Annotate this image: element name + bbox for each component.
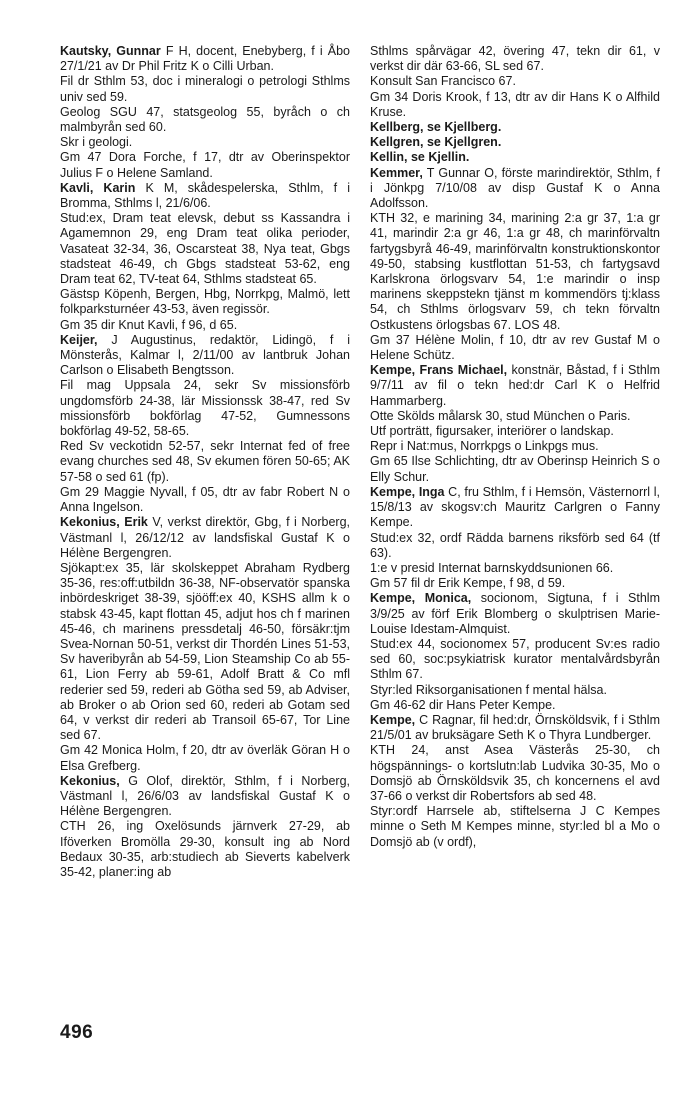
entry-text: Geolog SGU 47, statsgeolog 55, byråch o ch malmbyrån sed 60. bbox=[60, 104, 350, 135]
biography-paragraph bbox=[370, 637, 660, 683]
entry-text: F H, docent, Enebyberg, f i Åbo 27/1/21 av Dr Phil Fritz K o Cilli Urban. bbox=[60, 44, 350, 74]
entry-text: KTH 32, e marining 34, marining 2:a gr 37, 1:a gr 41, marindir 2:a gr 46, 1:a gr 48, ch marinförvaltn fartygsbyrå 46-49, marinförvaltn konstruktionskontor 49-50, stabsing kustflottan 51-53, ch fartygsavd Karlskrona örlogsvarv 54, 1:e marindir o insp marinens skeppstekn tjänst m kommendörs tj:klass 54, ch Sthlms örlogsvarv 59, ch tekn förvaltn Ostkustens örlogsbas 67. LOS 48. bbox=[370, 211, 660, 332]
entry-text: Gm 46-62 dir Hans Peter Kempe. bbox=[370, 697, 556, 712]
entry-name: Kempe, Monica, bbox=[370, 591, 472, 606]
entry-text: Gm 65 Ilse Schlichting, dtr av Oberinsp Heinrich S o Elly Schur. bbox=[370, 454, 660, 484]
biography-entry-start bbox=[370, 485, 660, 531]
biography-paragraph bbox=[60, 135, 350, 150]
biography-paragraph bbox=[60, 74, 350, 104]
biography-paragraph bbox=[60, 211, 350, 287]
biography-entry-start bbox=[370, 591, 660, 637]
entry-name: Keijer, bbox=[60, 332, 98, 347]
biography-entry-start bbox=[60, 181, 350, 211]
entry-text: Stud:ex, Dram teat elevsk, debut ss Kassandra i Agamemnon 29, eng Dram teat olika perioder, Vasateat 32-34, 36, Oscarsteat 38, Nya teat, Gbgs stadsteat 46-49, ch Gbgs stadsteat 53-62, eng Dram teat 62, TV-teat 64, Sthlms stadsteat 65. bbox=[60, 211, 350, 287]
biography-paragraph bbox=[370, 804, 660, 850]
entry-text: K M, skådespelerska, Sthlm, f i Bromma, Sthlms l, 21/6/06. bbox=[60, 180, 350, 211]
biography-paragraph bbox=[370, 90, 660, 120]
biography-entry-start bbox=[370, 363, 660, 409]
biography-paragraph bbox=[60, 378, 350, 439]
biography-paragraph bbox=[60, 150, 350, 180]
entry-text: Fil mag Uppsala 24, sekr Sv missionsförb ungdomsförb 24-38, lär Missionssk 38-47, red Sv missionsförb bokförlag 47-52, Gumnessons bokförlag 49-52, 58-65. bbox=[60, 378, 350, 439]
entry-name: Kempe, Frans Michael, bbox=[370, 363, 508, 378]
entry-text: Utf porträtt, figursaker, interiörer o landskap. bbox=[370, 424, 614, 439]
biography-paragraph bbox=[370, 683, 660, 698]
entry-text: Gm 57 fil dr Erik Kempe, f 98, d 59. bbox=[370, 576, 566, 591]
biography-paragraph bbox=[370, 44, 660, 74]
biography-paragraph bbox=[370, 211, 660, 333]
biography-paragraph bbox=[370, 576, 660, 591]
entry-text: G Olof, direktör, Sthlm, f i Norberg, Västmanl l, 26/6/03 av landsfiskal Gustaf K o Hélène Bergengren. bbox=[60, 773, 350, 819]
biography-paragraph bbox=[60, 439, 350, 485]
entry-name: Kellin, se Kjellin. bbox=[370, 150, 470, 165]
biography-paragraph bbox=[60, 819, 350, 880]
entry-text: V, verkst direktör, Gbg, f i Norberg, Västmanl l, 26/12/12 av landsfiskal Gustaf K o Hélène Bergengren. bbox=[60, 515, 350, 560]
biography-entry-start bbox=[370, 135, 660, 150]
entry-text: CTH 26, ing Oxelösunds järnverk 27-29, ab Iföverken Bromölla 29-30, konsult ing ab Nord Bedaux 30-35, arb:studiech ab Sieverts kabelverk 35-42, planer:ing ab bbox=[60, 819, 350, 879]
biography-paragraph bbox=[370, 698, 660, 713]
entry-text: C, fru Sthlm, f i Hemsön, Västernorrl l, 15/8/13 av skogsv:ch Mauritz Carlgren o Fanny Kempe. bbox=[370, 484, 660, 530]
page-number: 496 bbox=[60, 1022, 94, 1043]
entry-text: Stud:ex 32, ordf Rädda barnens riksförb sed 64 (tf 63). bbox=[370, 530, 660, 560]
entry-name: Kemmer, bbox=[370, 165, 423, 180]
entry-text: Gm 42 Monica Holm, f 20, dtr av överläk Göran H o Elsa Grefberg. bbox=[60, 743, 350, 773]
biography-entry-start bbox=[370, 166, 660, 212]
biography-entry-start bbox=[60, 333, 350, 379]
entry-text: Styr:ordf Harrsele ab, stiftelserna J C Kempes minne o Seth M Kempes minne, styr:led bl a Mo o Domsjö ab (v ordf), bbox=[370, 804, 660, 849]
entry-text: Stud:ex 44, socionomex 57, producent Sv:es radio sed 60, soc:psykiatrisk kurator mentalvårdsbyrån Sthlm 67. bbox=[370, 636, 660, 682]
biography-entry-start bbox=[60, 774, 350, 820]
entry-text: Skr i geologi. bbox=[60, 135, 133, 150]
entry-name: Kempe, bbox=[370, 712, 416, 727]
entry-text: socionom, Sigtuna, f i Sthlm 3/9/25 av förf Erik Blomberg o skulptrisen Marie-Louise Idestam-Almquist. bbox=[370, 591, 660, 636]
entry-text: Sjökapt:ex 35, lär skolskeppet Abraham Rydberg 35-36, res:off:utbildn 36-38, NF-observatör spanska inbördeskriget 38-39, sjööff:ex 40, KSHS allm k o stabsk 43-45, kapt flottan 45, adjut hos ch f marinen 45-46, ch marinens pressdetalj 46-50, försäkr:tjm Svea-Nornan 50-51, verkst dir Thordén Lines 51-53, Sv haveribyrån ab 54-59, Lion Steamship Co ab 55-61, Lion Ferry ab 59-61, Adolf Bratt & Co mfl rederier sed 59, rederi ab Götha sed 59, ab Adviser, ab Broker o ab Orion sed 60, rederi ab Gotam sed 64, v verkst dir rederi ab Transoil 65-67, Tor Line sed 67. bbox=[60, 560, 350, 743]
entry-name: Kekonius, Erik bbox=[60, 515, 148, 530]
entry-name: Kempe, Inga bbox=[370, 484, 445, 499]
right-column bbox=[370, 44, 660, 850]
biography-paragraph bbox=[370, 333, 660, 363]
entry-text: Fil dr Sthlm 53, doc i mineralogi o petrologi Sthlms univ sed 59. bbox=[60, 74, 350, 104]
biography-paragraph bbox=[370, 74, 660, 89]
entry-text: Gm 29 Maggie Nyvall, f 05, dtr av fabr Robert N o Anna Ingelson. bbox=[60, 484, 350, 515]
biography-paragraph bbox=[60, 287, 350, 317]
entry-text: Styr:led Riksorganisationen f mental hälsa. bbox=[370, 682, 607, 697]
biography-paragraph bbox=[60, 561, 350, 743]
biography-entry-start bbox=[370, 150, 660, 165]
entry-text: C Ragnar, fil hed:dr, Örnsköldsvik, f i Sthlm 21/5/01 av bruksägare Seth K o Thyra Lundberger. bbox=[370, 712, 660, 743]
entry-name: Kekonius, bbox=[60, 773, 120, 788]
biography-paragraph bbox=[60, 105, 350, 135]
biography-entry-start bbox=[60, 44, 350, 74]
biography-paragraph bbox=[370, 424, 660, 439]
entry-text: Repr i Nat:mus, Norrkpgs o Linkpgs mus. bbox=[370, 439, 599, 454]
entry-text: Konsult San Francisco 67. bbox=[370, 74, 516, 89]
entry-text: T Gunnar O, förste marindirektör, Sthlm, f i Jönkpg 7/10/08 av disp Gustaf K o Anna Adolfsson. bbox=[370, 165, 660, 211]
biography-entry-start bbox=[370, 713, 660, 743]
entry-text: Gm 37 Hélène Molin, f 10, dtr av rev Gustaf M o Helene Schütz. bbox=[370, 332, 660, 363]
biography-paragraph bbox=[370, 561, 660, 576]
entry-text: KTH 24, anst Asea Västerås 25-30, ch högspännings- o kortslutn:lab Ludvika 30-35, Mo o Domsjö ab Örnsköldsvik 35, ch koncernens el avd 37-66 o verkst dir Robertsfors ab sed 48. bbox=[370, 743, 660, 803]
entry-name: Kavli, Karin bbox=[60, 180, 136, 195]
entry-text: Gästsp Köpenh, Bergen, Hbg, Norrkpg, Malmö, lett folkparksturnéer 43-53, även regissör. bbox=[60, 287, 350, 317]
entry-text: Red Sv veckotidn 52-57, sekr Internat fed of free evang churches sed 48, Sv ekumen fören 50-65; AK 57-58 o sed 61 (fp). bbox=[60, 439, 350, 484]
biography-paragraph bbox=[370, 531, 660, 561]
entry-text: Sthlms spårvägar 42, övering 47, tekn dir 61, v verkst dir där 63-66, SL sed 67. bbox=[370, 44, 660, 74]
biography-entry-start bbox=[60, 515, 350, 561]
biography-entry-start bbox=[370, 120, 660, 135]
entry-name: Kellberg, se Kjellberg. bbox=[370, 120, 502, 135]
biography-paragraph bbox=[60, 485, 350, 515]
biography-paragraph bbox=[60, 743, 350, 773]
entry-name: Kautsky, Gunnar bbox=[60, 44, 161, 58]
entry-text: konstnär, Båstad, f i Sthlm 9/7/11 av fil o tekn hed:dr Carl K o Helfrid Hammarberg. bbox=[370, 363, 660, 408]
entry-text: Otte Skölds målarsk 30, stud München o Paris. bbox=[370, 408, 631, 423]
biography-paragraph bbox=[370, 743, 660, 804]
biography-paragraph bbox=[370, 439, 660, 454]
entry-text: Gm 34 Doris Krook, f 13, dtr av dir Hans K o Alfhild Kruse. bbox=[370, 89, 660, 119]
entry-text: Gm 47 Dora Forche, f 17, dtr av Oberinspektor Julius F o Helene Samland. bbox=[60, 150, 350, 180]
entry-text: 1:e v presid Internat barnskyddsunionen 66. bbox=[370, 560, 614, 575]
biography-paragraph bbox=[60, 318, 350, 333]
entry-text: J Augustinus, redaktör, Lidingö, f i Mönsterås, Kalmar l, 2/11/00 av lantbruk Johan Carlson o Elisabeth Bengtsson. bbox=[60, 332, 350, 378]
biography-paragraph bbox=[370, 454, 660, 484]
entry-name: Kellgren, se Kjellgren. bbox=[370, 135, 502, 150]
entry-text: Gm 35 dir Knut Kavli, f 96, d 65. bbox=[60, 317, 238, 332]
left-column bbox=[60, 44, 350, 880]
biography-paragraph bbox=[370, 409, 660, 424]
